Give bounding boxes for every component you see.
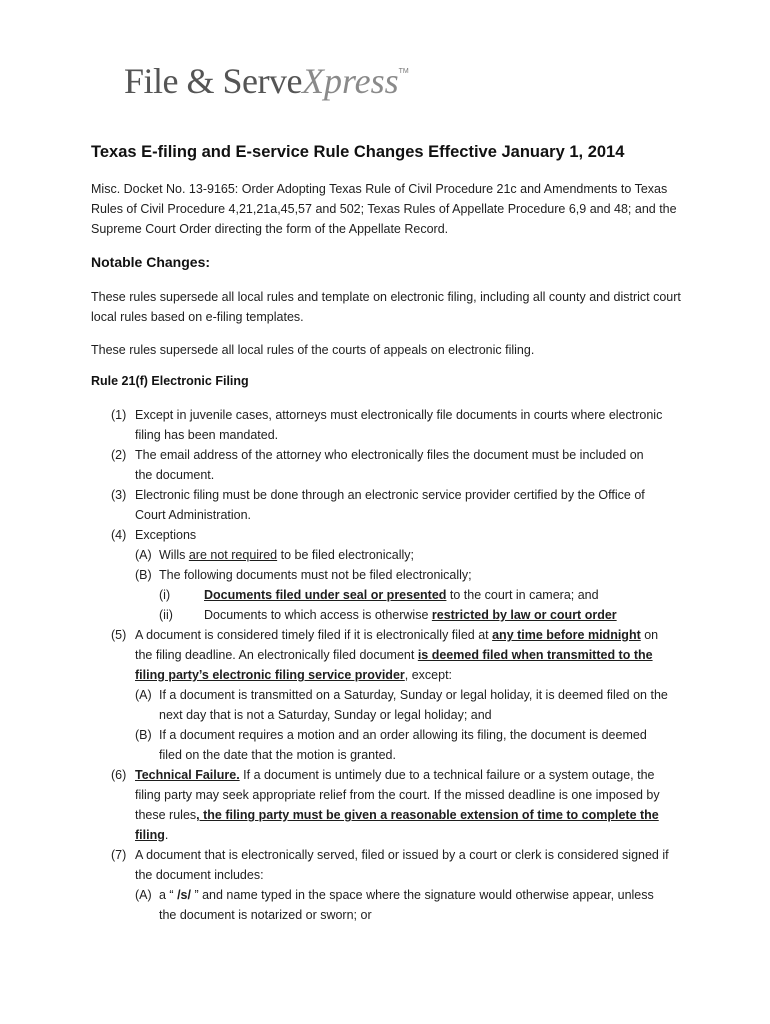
item-6-line-2: filing party may seek appropriate relief from the court. If the missed deadline is one imposed by	[135, 788, 660, 802]
item-number: (2)	[111, 448, 127, 462]
item-5b-line-2: filed on the date that the motion is granted.	[159, 748, 396, 762]
item-2-line-2: the document.	[135, 468, 215, 482]
subitem-letter: (A)	[135, 688, 152, 702]
item-5-line-2: the filing deadline. An electronically filed document is deemed filed when transmitted to the	[135, 648, 653, 662]
item-number: (7)	[111, 848, 127, 862]
file-and-serve-xpress-logo: File & ServeXpress™	[124, 61, 409, 101]
item-number: (3)	[111, 488, 127, 502]
item-1-line-2: filing has been mandated.	[135, 428, 279, 442]
item-4-line-1: Exceptions	[135, 528, 197, 542]
item-7a-line-2: the document is notarized or sworn; or	[159, 908, 372, 922]
document-title: Texas E-filing and E-service Rule Changes Effective January 1, 2014	[91, 143, 625, 161]
subitem-letter: (A)	[135, 888, 152, 902]
item-5b-line-1: If a document requires a motion and an order allowing its filing, the document is deemed	[159, 728, 647, 742]
item-4a-line: Wills are not required to be filed electronically;	[159, 548, 415, 562]
item-7-line-1: A document that is electronically served, filed or issued by a court or clerk is considered signed if	[135, 848, 669, 862]
item-2-line-1: The email address of the attorney who electronically files the document must be included on	[135, 448, 644, 462]
item-5a-line-2: next day that is not a Saturday, Sunday or legal holiday; and	[159, 708, 492, 722]
roman-numeral: (i)	[159, 588, 171, 602]
paragraph-local-rules: These rules supersede all local rules and template on electronic filing, including all county and district court local rules based on e-filing templates.	[91, 290, 681, 324]
item-number: (5)	[111, 628, 127, 642]
item-3-line-2: Court Administration.	[135, 508, 252, 522]
paragraph-courts-of-appeals: These rules supersede all local rules of the courts of appeals on electronic filing.	[91, 343, 535, 357]
item-number: (6)	[111, 768, 127, 782]
subitem-letter: (B)	[135, 568, 152, 582]
subitem-letter: (B)	[135, 728, 152, 742]
item-6-line-1: Technical Failure. If a document is untimely due to a technical failure or a system outage, the	[135, 768, 655, 782]
item-5a-line-1: If a document is transmitted on a Saturday, Sunday or legal holiday, it is deemed filed on the	[159, 688, 668, 702]
subitem-letter: (A)	[135, 548, 152, 562]
rule-21f-heading: Rule 21(f) Electronic Filing	[91, 374, 249, 388]
item-4b-line: The following documents must not be filed electronically;	[159, 568, 472, 582]
item-6-line-4: filing.	[135, 828, 169, 842]
item-7a-line-1: a “ /s/ ” and name typed in the space where the signature would otherwise appear, unless	[159, 888, 654, 902]
notable-changes-heading: Notable Changes:	[91, 254, 211, 270]
item-5-line-3: filing party’s electronic filing service provider, except:	[135, 668, 453, 682]
roman-numeral: (ii)	[159, 608, 173, 622]
item-number: (4)	[111, 528, 127, 542]
item-4b-ii-line: Documents to which access is otherwise restricted by law or court order	[204, 608, 617, 622]
item-5-line-1: A document is considered timely filed if it is electronically filed at any time before midnight on	[135, 628, 659, 642]
item-6-line-3: these rules, the filing party must be given a reasonable extension of time to complete the	[135, 808, 659, 822]
item-7-line-2: the document includes:	[135, 868, 264, 882]
item-3-line-1: Electronic filing must be done through an electronic service provider certified by the Office of	[135, 488, 645, 502]
item-4b-i-line: Documents filed under seal or presented to the court in camera; and	[204, 588, 599, 602]
intro-paragraph: Misc. Docket No. 13-9165: Order Adopting Texas Rule of Civil Procedure 21c and Amendments to Texas Rules of Civil Procedure 4,21,21a,45,57 and 502; Texas Rules of Appellate Procedure 6,9 and 48; and the Supreme Court Order directing the form of the Appellate Record.	[91, 182, 677, 236]
item-number: (1)	[111, 408, 127, 422]
item-1-line-1: Except in juvenile cases, attorneys must electronically file documents in courts where electronic	[135, 408, 663, 422]
